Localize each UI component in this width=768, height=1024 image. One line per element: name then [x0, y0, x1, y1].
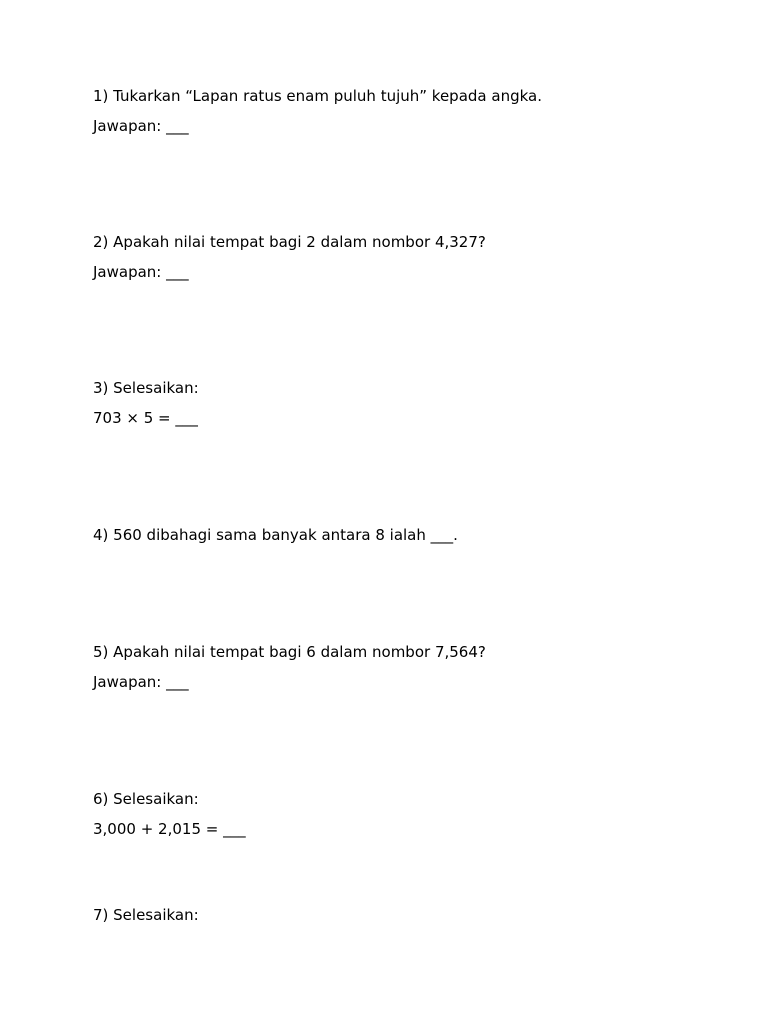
question-6-answer: 3,000 + 2,015 = ___ [93, 820, 246, 838]
question-2-answer: Jawapan: ___ [93, 263, 189, 281]
question-3-text: 3) Selesaikan: [93, 379, 199, 397]
question-3-answer: 703 × 5 = ___ [93, 409, 198, 427]
question-5-text: 5) Apakah nilai tempat bagi 6 dalam nombor 7,564? [93, 643, 486, 661]
question-7-text: 7) Selesaikan: [93, 906, 199, 924]
question-4-text: 4) 560 dibahagi sama banyak antara 8 ialah ___. [93, 526, 458, 544]
question-5-answer: Jawapan: ___ [93, 673, 189, 691]
question-1-text: 1) Tukarkan “Lapan ratus enam puluh tujuh” kepada angka. [93, 87, 542, 105]
question-6-text: 6) Selesaikan: [93, 790, 199, 808]
question-1-answer: Jawapan: ___ [93, 117, 189, 135]
question-2-text: 2) Apakah nilai tempat bagi 2 dalam nombor 4,327? [93, 233, 486, 251]
